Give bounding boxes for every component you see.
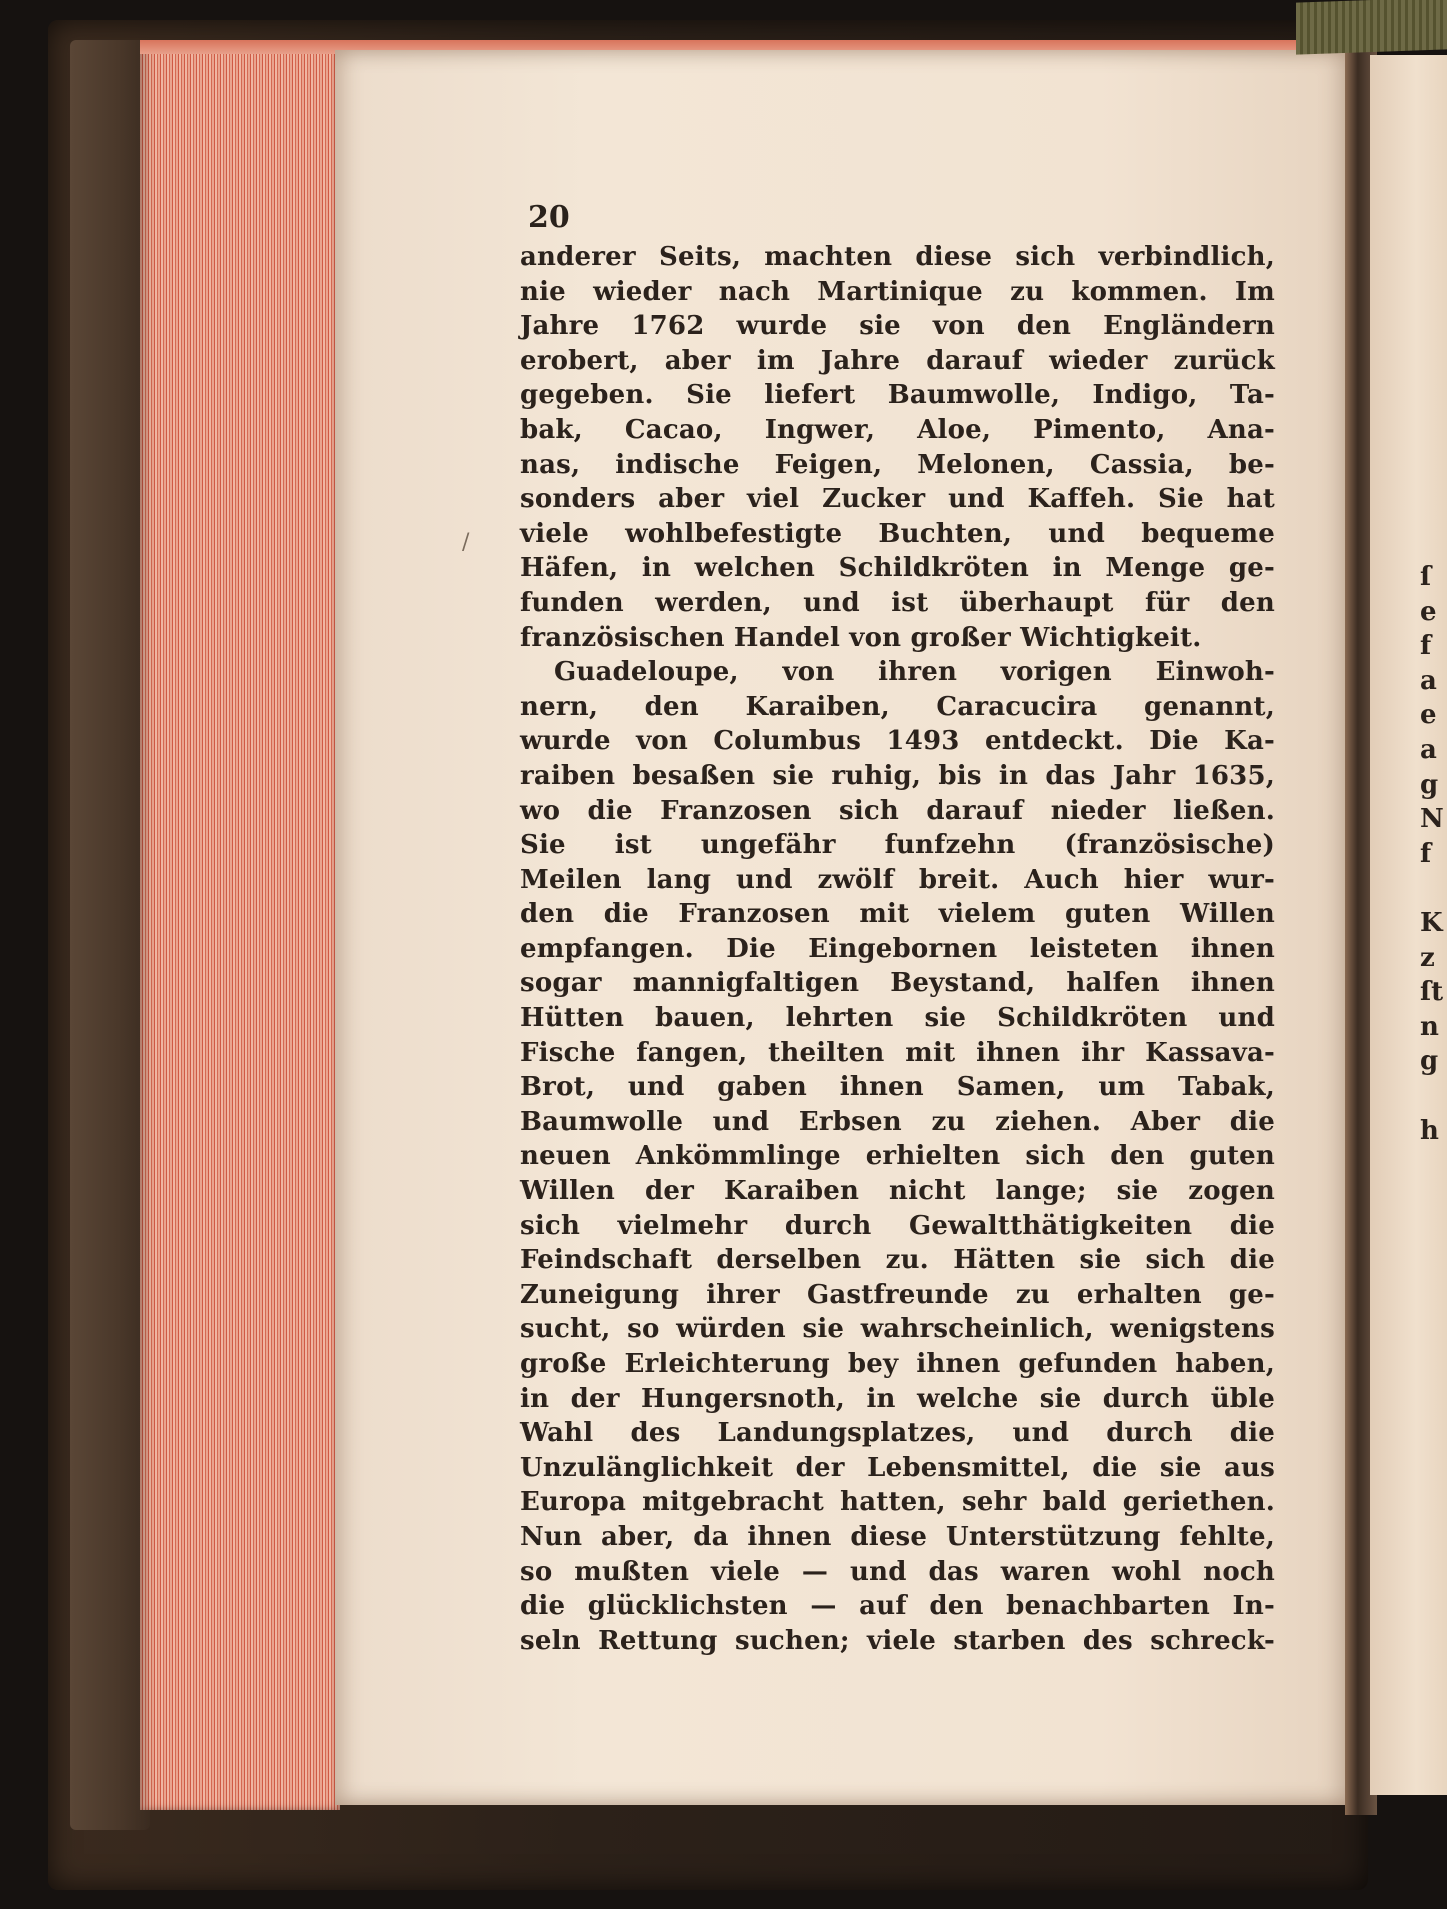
right-page-fragment: [1420, 560, 1447, 1148]
page-number: 20: [528, 200, 570, 235]
text-line: sucht, so würden sie wahrscheinlich, wenigstens: [520, 1314, 1275, 1345]
text-line: Unzulänglichkeit der Lebensmittel, die sie aus: [520, 1452, 1275, 1483]
text-line: Feindschaft derselben zu. Hätten sie sich die: [520, 1245, 1275, 1276]
text-line: bak, Cacao, Ingwer, Aloe, Pimento, Ana-: [520, 414, 1275, 445]
ribbon-bookmark: [1296, 0, 1447, 55]
text-line: nern, den Karaiben, Caracucira genannt,: [520, 691, 1275, 722]
fragment-char: h: [1420, 1115, 1439, 1146]
text-line: französischen Handel von großer Wichtigkeit.: [520, 622, 1202, 653]
text-line: sonders aber viel Zucker und Kaffeh. Sie hat: [520, 484, 1275, 515]
text-line: Hütten bauen, lehrten sie Schildkröten und: [520, 1003, 1275, 1034]
text-line: gegeben. Sie liefert Baumwolle, Indigo, Ta-: [520, 380, 1275, 411]
text-line: große Erleichterung bey ihnen gefunden haben,: [520, 1349, 1275, 1379]
fragment-char: [1420, 1079, 1447, 1114]
text-line: Sie ist ungefähr funfzehn (französische): [520, 830, 1275, 861]
fragment-char: a: [1420, 665, 1437, 696]
fragment-char: N: [1420, 804, 1444, 835]
fragment-char: ſt: [1420, 977, 1444, 1008]
fragment-char: f: [1420, 838, 1432, 869]
pencil-mark: /: [462, 530, 470, 555]
text-line: Willen der Karaiben nicht lange; sie zogen: [520, 1176, 1275, 1207]
text-line: Nun aber, da ihnen diese Unterstützung fehlte,: [520, 1521, 1275, 1552]
text-line: erobert, aber im Jahre darauf wieder zurück: [520, 345, 1275, 376]
fragment-char: g: [1420, 1046, 1439, 1077]
fragment-char: g: [1420, 769, 1439, 800]
page-edges-red: [140, 40, 340, 1810]
text-line: Guadeloupe, von ihren vorigen Einwoh-: [554, 657, 1275, 688]
fragment-char: e: [1420, 700, 1437, 731]
fragment-char: a: [1420, 734, 1437, 765]
text-line: Europa mitgebracht hatten, sehr bald geriethen.: [520, 1487, 1275, 1518]
text-line: sich vielmehr durch Gewaltthätigkeiten die: [520, 1210, 1275, 1241]
text-line: Häfen, in welchen Schildkröten in Menge ge-: [520, 553, 1275, 584]
text-line: neuen Ankömmlinge erhielten sich den guten: [520, 1141, 1275, 1172]
text-line: viele wohlbefestigte Buchten, und bequeme: [520, 518, 1275, 549]
text-line: Zuneigung ihrer Gastfreunde zu erhalten ge-: [520, 1279, 1275, 1310]
text-line: Baumwolle und Erbsen zu ziehen. Aber die: [520, 1106, 1275, 1137]
text-line: Fische fangen, theilten mit ihnen ihr Kassava-: [520, 1037, 1275, 1068]
text-line: nie wieder nach Martinique zu kommen. Im: [520, 276, 1275, 307]
text-line: wo die Franzosen sich darauf nieder ließen.: [520, 795, 1275, 826]
fragment-char: z: [1420, 942, 1435, 973]
text-line: Jahre 1762 wurde sie von den Engländern: [520, 311, 1275, 342]
fragment-char: f: [1420, 631, 1432, 662]
cover-edge: [70, 40, 150, 1830]
text-line: Brot, und gaben ihnen Samen, um Tabak,: [520, 1072, 1275, 1103]
text-line: wurde von Columbus 1493 entdeckt. Die Ka-: [520, 726, 1275, 757]
text-line: Wahl des Landungsplatzes, und durch die: [520, 1418, 1275, 1449]
fragment-char: e: [1420, 596, 1437, 627]
text-line: funden werden, und ist überhaupt für den: [520, 587, 1275, 618]
fragment-char: n: [1420, 1011, 1439, 1042]
text-line: sogar mannigfaltigen Beystand, halfen ihnen: [520, 968, 1275, 999]
fragment-char: ſ: [1420, 562, 1432, 592]
text-line: in der Hungersnoth, in welche sie durch üble: [520, 1383, 1275, 1414]
text-line: raiben besaßen sie ruhig, bis in das Jahr 1635,: [520, 760, 1275, 791]
page-text: [520, 240, 1275, 1658]
text-line: den die Franzosen mit vielem guten Willen: [520, 899, 1275, 930]
fragment-char: [1420, 871, 1447, 906]
text-line: Meilen lang und zwölf breit. Auch hier wur-: [520, 864, 1275, 895]
fragment-char: K: [1420, 907, 1443, 938]
text-line: die glücklichsten — auf den benachbarten In-: [520, 1591, 1275, 1622]
text-line: anderer Seits, machten diese sich verbindlich,: [520, 242, 1275, 272]
text-line: empfangen. Die Eingebornen leisteten ihnen: [520, 933, 1275, 964]
text-line: seln Rettung suchen; viele starben des schreck-: [520, 1625, 1275, 1656]
text-line: nas, indische Feigen, Melonen, Cassia, be-: [520, 449, 1275, 480]
text-line: so mußten viele — und das waren wohl noch: [520, 1556, 1275, 1587]
